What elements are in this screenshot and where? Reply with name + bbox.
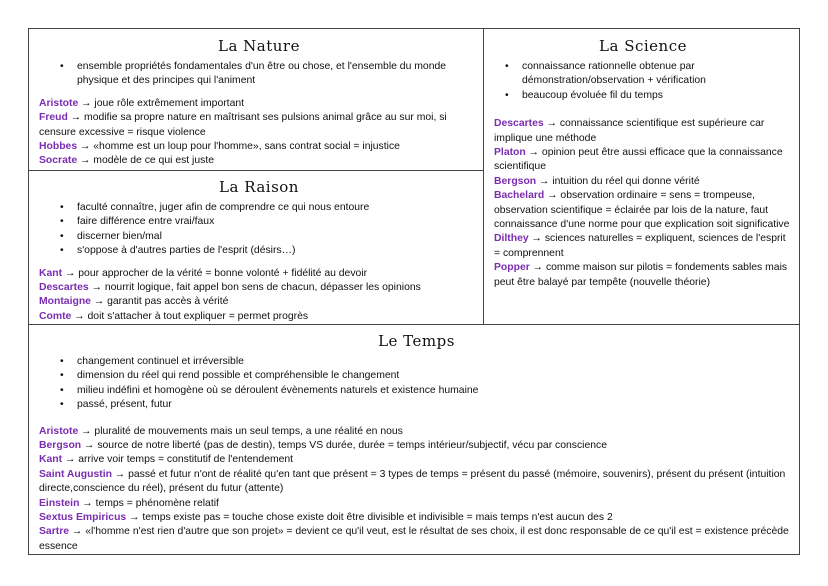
raison-references (39, 267, 479, 325)
science-ref: Popper → comme maison sur pilotis = fondements sables mais peut être balayé par tempête (nouvelle théorie) (494, 262, 788, 288)
nature-section (39, 36, 479, 169)
raison-bullet: • faculté connaître, juger afin de comprendre ce qui nous entoure (77, 201, 479, 215)
science-ref: Descartes → connaissance scientifique est supérieure car implique une méthode (494, 118, 765, 144)
nature-title: La Nature (218, 37, 300, 55)
science-bullets (494, 60, 792, 103)
nature-ref: Hobbes → «homme est un loup pour l'homme», sans contrat social = injustice (39, 141, 400, 153)
temps-ref: Sextus Empiricus → temps existe pas = touche chose existe doit être divisible et indivisible = mais temps n'est aucun des 2 (39, 512, 613, 524)
science-title: La Science (599, 37, 687, 55)
raison-ref: Kant → pour approcher de la vérité = bonne volonté + fidélité au devoir (39, 267, 368, 279)
nature-bullet: • ensemble propriétés fondamentales d'un être ou chose, et l'ensemble du monde physique et des principes qui l'animent (77, 60, 479, 89)
concept-sheet (28, 28, 800, 555)
temps-bullets (39, 355, 794, 413)
science-ref: Platon → opinion peut être aussi efficace que la connaissance scientifique (494, 147, 783, 173)
raison-ref: Comte → doit s'attacher à tout expliquer = permet progrès (39, 310, 309, 322)
science-section (494, 36, 792, 290)
temps-bullet: • dimension du réel qui rend possible et compréhensible le changement (77, 369, 794, 383)
temps-ref: Kant → arrive voir temps = constitutif de l'entendement (39, 454, 294, 466)
raison-bullet: • faire différence entre vrai/faux (77, 215, 479, 229)
temps-ref: Sartre → «l'homme n'est rien d'autre que son projet» = devient ce qu'il veut, est le résultat de ses choix, il est donc responsable de ce qu'il est = existence précède essence (39, 526, 789, 552)
temps-ref: Aristote → pluralité de mouvements mais un seul temps, a une réalité en nous (39, 425, 403, 437)
temps-bullet: • passé, présent, futur (77, 398, 794, 412)
temps-section (39, 331, 794, 554)
temps-bullet: • changement continuel et irréversible (77, 355, 794, 369)
temps-title: Le Temps (378, 332, 455, 350)
science-ref: Bergson → intuition du réel qui donne vérité (494, 175, 700, 187)
nature-bullets (39, 60, 479, 89)
temps-ref: Einstein → temps = phénomène relatif (39, 497, 219, 509)
science-ref: Bachelard → observation ordinaire = sens = trompeuse, observation scientifique = éclairée par lois de la nature, faut connaissance d'une norme pour que explication soit significative (494, 190, 790, 231)
temps-references (39, 425, 794, 555)
raison-ref: Descartes → nourrit logique, fait appel bon sens de chacun, dépasser les opinions (39, 282, 421, 294)
vertical-divider (483, 29, 484, 324)
raison-bullet: • discerner bien/mal (77, 230, 479, 244)
temps-ref: Bergson → source de notre liberté (pas de destin), temps VS durée, durée = temps intérieur/subjectif, vécu par conscience (39, 440, 608, 452)
raison-section (39, 177, 479, 324)
science-references (494, 117, 792, 290)
left-horizontal-divider (29, 170, 484, 171)
temps-bullet: • milieu indéfini et homogène où se déroulent évènements naturels et existence humaine (77, 384, 794, 398)
science-bullet: • connaissance rationnelle obtenue par démonstration/observation + vérification (522, 60, 792, 89)
nature-ref: Aristote → joue rôle extrêmement important (39, 97, 245, 109)
raison-bullets (39, 201, 479, 259)
nature-ref: Socrate → modèle de ce qui est juste (39, 155, 215, 167)
raison-title: La Raison (219, 178, 299, 196)
nature-references (39, 97, 479, 169)
raison-ref: Montaigne → garantit pas accès à vérité (39, 296, 229, 308)
nature-ref: Freud → modifie sa propre nature en maîtrisant ses pulsions animal grâce au sur moi, si censure excessive = risque violence (39, 112, 447, 138)
science-bullet: • beaucoup évoluée fil du temps (522, 89, 792, 103)
raison-bullet: • s'oppose à d'autres parties de l'esprit (désirs…) (77, 244, 479, 258)
temps-ref: Saint Augustin → passé et futur n'ont de réalité qu'en tant que présent = 3 types de temps = présent du passé (mémoire, souvenirs), présent du présent (intuition directe,conscience du réel), présent du futur (attente) (39, 468, 786, 495)
science-ref: Dilthey → sciences naturelles = expliquent, sciences de l'esprit = comprennent (494, 233, 786, 259)
